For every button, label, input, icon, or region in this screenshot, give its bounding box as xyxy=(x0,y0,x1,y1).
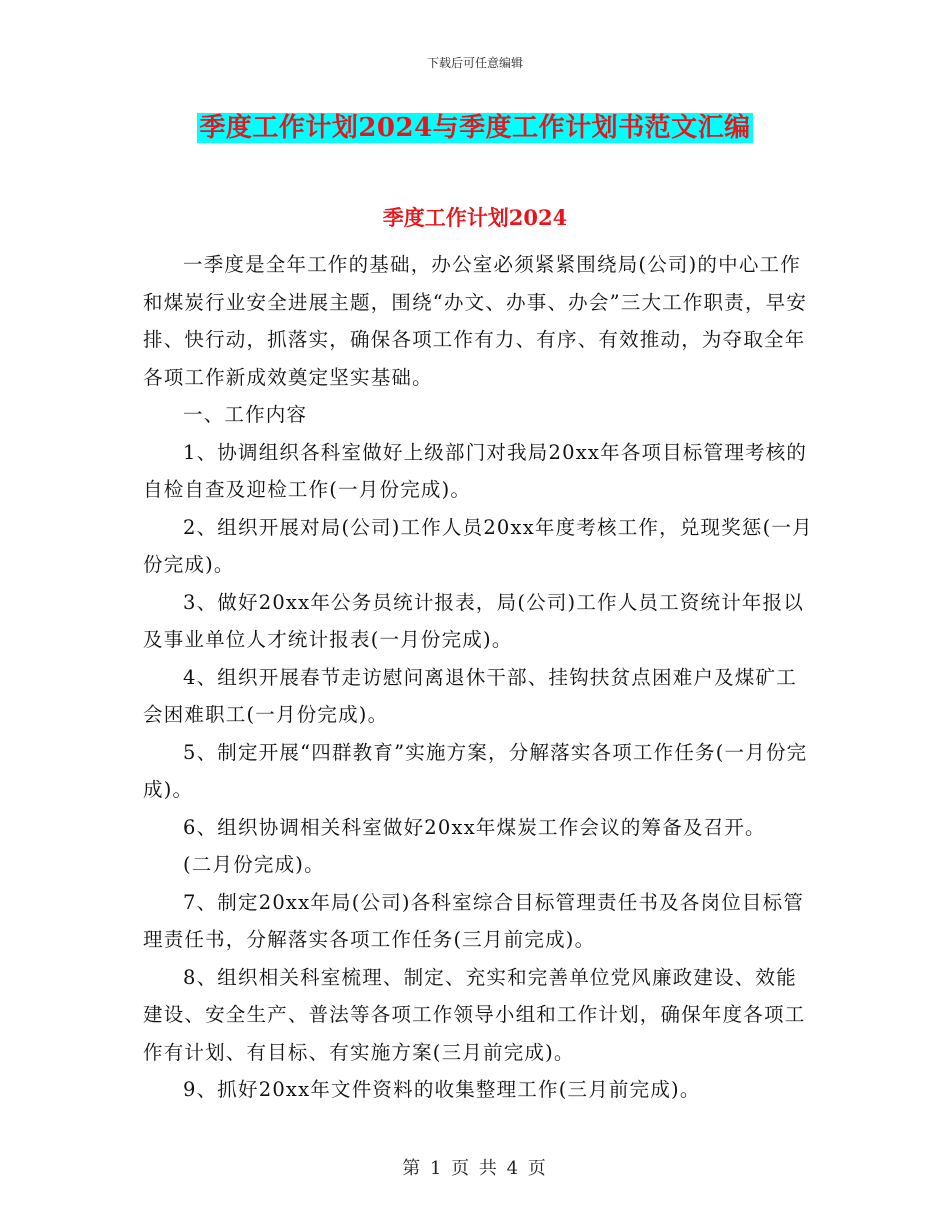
section-title: 季度工作计划2024 xyxy=(382,205,568,230)
document-title xyxy=(0,110,950,146)
paragraph-item-8: 8、组织相关科室梳理、制定、充实和完善单位党风廉政建设、效能建设、安全生产、普法等各项工作领导小组和工作计划，确保年度各项工作有计划、有目标、有实施方案(三月前完成)。 xyxy=(143,965,806,1064)
paragraph-item-5: 5、制定开展“四群教育”实施方案，分解落实各项工作任务(一月份完成)。 xyxy=(143,740,808,801)
document-title-highlight: 季度工作计划2024与季度工作计划书范文汇编 xyxy=(199,113,751,143)
page-footer: 第 1 页 共 4 页 xyxy=(402,1158,548,1179)
document-body xyxy=(143,246,813,1109)
paragraph-item-6-continued: (二月份完成)。 xyxy=(183,853,325,876)
paragraph-heading-work-content: 一、工作内容 xyxy=(183,403,308,426)
paragraph-item-1: 1、协调组织各科室做好上级部门对我局20xx年各项目标管理考核的自检自查及迎检工作(一月份完成)。 xyxy=(143,440,808,501)
paragraph-item-3: 3、做好20xx年公务员统计报表，局(公司)工作人员工资统计年报以及事业单位人才统计报表(一月份完成)。 xyxy=(143,590,805,651)
header-note: 下载后可任意编辑 xyxy=(426,56,523,70)
paragraph-item-2: 2、组织开展对局(公司)工作人员20xx年度考核工作，兑现奖惩(一月份完成)。 xyxy=(143,515,813,576)
paragraph-intro: 一季度是全年工作的基础，办公室必须紧紧围绕局(公司)的中心工作和煤炭行业安全进展主题，围绕“办文、办事、办会”三大工作职责，早安排、快行动，抓落实，确保各项工作有力、有序、有效推动，为夺取全年各项工作新成效奠定坚实基础。 xyxy=(143,253,808,389)
paragraph-item-7: 7、制定20xx年局(公司)各科室综合目标管理责任书及各岗位目标管理责任书，分解落实各项工作任务(三月前完成)。 xyxy=(143,890,805,951)
paragraph-item-4: 4、组织开展春节走访慰问离退休干部、挂钩扶贫点困难户及煤矿工会困难职工(一月份完成)。 xyxy=(143,665,797,726)
paragraph-item-9: 9、抓好20xx年文件资料的收集整理工作(三月前完成)。 xyxy=(183,1078,701,1101)
paragraph-item-6: 6、组织协调相关科室做好20xx年煤炭工作会议的筹备及召开。 xyxy=(183,815,766,839)
